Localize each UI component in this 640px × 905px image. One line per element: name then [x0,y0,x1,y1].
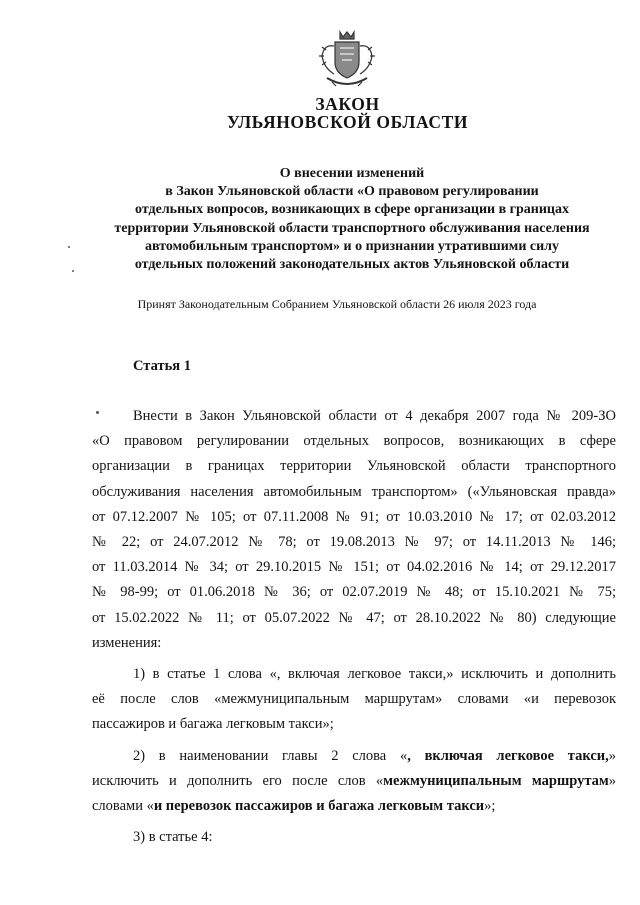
intro-line: от 07.12.2007 № 105; от 07.11.2008 № 91; от 10.03.2010 № 17; от 02.03.2012 [92,508,616,525]
subject-line: О внесении изменений [279,166,425,181]
subject-line: автомобильным транспортом» и о признании утратившими силу [144,238,560,254]
article-heading: Статья 1 [133,358,191,374]
intro-line: «О правовом регулировании отдельных вопросов, возникающих в сфере [92,433,616,450]
item2-line [92,769,616,794]
article-body [92,404,616,850]
subject-line: территории Ульяновской области транспортного обслуживания населения [114,220,590,236]
scan-speck [72,270,74,272]
item2-text: » [608,747,616,764]
law-title-line2: УЛЬЯНОВСКОЙ ОБЛАСТИ [226,112,469,132]
item2-text: словами « [92,798,154,815]
subject-line: отдельных вопросов, возникающих в сфере организации в границах [135,202,569,218]
intro-line: Внести в Закон Ульяновской области от 4 декабря 2007 года № 209-ЗО [133,408,616,424]
subject-line: в Закон Ульяновской области «О правовом регулировании [165,184,539,200]
law-title-line1: ЗАКОН [315,94,380,114]
coat-of-arms-emblem [318,28,376,90]
intro-line: № 98-99; от 01.06.2018 № 36; от 02.07.2019 № 48; от 15.10.2021 № 75; [92,584,616,601]
item3-line: 3) в статье 4: [133,829,213,846]
item2-bold-text: межмуниципальным маршрутам [383,772,609,789]
item2-line [92,794,616,819]
intro-line: организации в границах территории Ульяновской области транспортного [92,458,616,475]
item2-bold-text: и перевозок пассажиров и багажа легковым такси [153,798,485,815]
item1-line: её после слов «межмуниципальным маршрутам» словами «и перевозок [92,691,616,708]
item2-text: »; [484,798,496,815]
adoption-note: Принят Законодательным Собранием Ульяновской области 26 июля 2023 года [137,297,537,311]
item1-line: пассажиров и багажа легковым такси»; [92,716,334,733]
item2-text: » [608,772,616,789]
item2-text: 2) в наименовании главы 2 слова « [133,747,408,764]
item2-text: исключить и дополнить его после слов « [92,772,384,789]
intro-line: обслуживания населения автомобильным транспортом» («Ульяновская правда» [92,483,616,500]
intro-line: № 22; от 24.07.2012 № 78; от 19.08.2013 № 97; от 14.11.2013 № 146; [92,534,616,551]
item2-line [92,744,616,769]
law-subject [92,165,612,274]
scan-speck [96,411,99,414]
item1-line: 1) в статье 1 слова «, включая легковое такси,» исключить и дополнить [133,666,616,683]
intro-line: изменения: [92,634,162,651]
intro-line: от 15.02.2022 № 11; от 05.07.2022 № 47; от 28.10.2022 № 80) следующие [92,609,616,626]
subject-line: отдельных положений законодательных актов Ульяновской области [134,257,570,273]
intro-line: от 11.03.2014 № 34; от 29.10.2015 № 151; от 04.02.2016 № 14; от 29.12.2017 [92,559,616,576]
item2-bold-text: , включая легковое такси, [407,747,609,764]
scan-speck [68,246,70,248]
